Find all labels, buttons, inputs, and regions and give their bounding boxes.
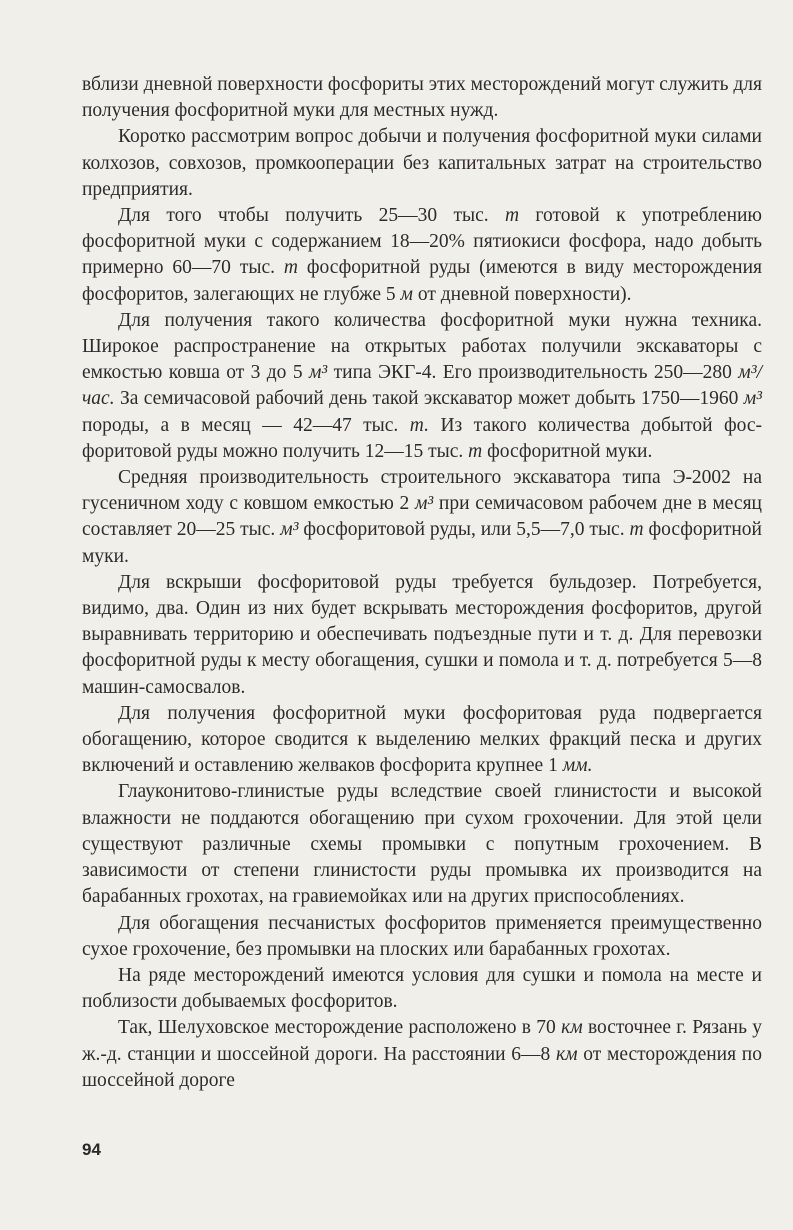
text-run: при семичасовом рабочем дне в месяц составляет 20—25 тыс.: [82, 493, 762, 541]
unit-text: км: [556, 1043, 578, 1065]
page-number: 94: [82, 1140, 101, 1159]
text-run: от месторождения по шоссейной дороге: [82, 1043, 762, 1091]
text-run: фосфоритовой руды, или 5,5—7,0 тыс.: [298, 519, 630, 541]
text-run: Для получения фосфоритной муки фосфоритовая руда подвергается обогащению, которое сводится к выделению мелких фракций песка и других включений и оставлению желваков фосфорита крупнее 1: [82, 702, 762, 777]
text-run: За семичасовой рабочий день такой экскаватор может добыть 1750—1960: [114, 388, 744, 410]
text-run: Средняя производительность строительного экскаватора типа Э-2002 на гусеничном ходу с ковшом емкостью 2: [82, 467, 762, 515]
paragraph: [82, 72, 762, 124]
unit-text: км: [561, 1017, 583, 1039]
paragraph: [82, 701, 762, 780]
unit-text: м³: [743, 388, 762, 410]
text-run: готовой к употреблению фосфоритной муки с содержанием 18—20% пятиокиси фосфора, надо добыть примерно 60—70 тыс.: [82, 205, 763, 279]
text-run: типа ЭКГ-4. Его производительность 250—280: [327, 362, 739, 384]
unit-text: м³/час.: [82, 362, 762, 410]
paragraph: [82, 308, 762, 465]
unit-text: м³: [280, 519, 299, 541]
unit-text: мм.: [562, 755, 593, 777]
text-run: Глауконитово-глинистые руды вследствие своей глинистости и высокой влажности не поддаются обогащению при сухом грохочении. Для этой цели существуют различные схемы промывки с попутным грохочением. В зависимости от степени глинистости руды промывка их производится на барабанных грохотах, на гравиемойках или на других приспособлениях.: [82, 781, 762, 908]
body-text: [82, 72, 762, 1094]
text-run: На ряде месторождений имеются условия для сушки и помола на месте и поблизости добываемых фосфоритов.: [82, 964, 762, 1013]
text-run: восточнее г. Рязань у ж.-д. станции и шоссейной дороги. На расстоянии 6—8: [82, 1017, 763, 1065]
text-run: от дневной поверхности).: [412, 283, 632, 305]
unit-text: м: [400, 283, 413, 305]
text-run: Для того чтобы получить 25—30 тыс.: [118, 205, 505, 227]
unit-text: т: [468, 440, 483, 462]
paragraph: [82, 124, 762, 203]
text-run: вблизи дневной поверхности фосфориты этих месторождений могут служить для получения фосфоритной муки для местных нужд.: [82, 74, 762, 122]
text-run: фосфоритной муки.: [82, 519, 762, 567]
text-run: фосфоритной муки.: [482, 440, 653, 462]
unit-text: т: [629, 519, 644, 541]
text-run: Для вскрыши фосфоритовой руды требуется бульдозер. Потребуется, видимо, два. Один из них будет вскрывать месторождения фосфоритов, другой выравнивать территорию и обеспечивать подъездные пути и т. д. Для перевозки фосфоритной руды к месту обогащения, сушки и помола и т. д. потребуется 5—8 машин-самосвалов.: [82, 571, 762, 698]
text-run: породы, а в месяц — 42—47 тыс.: [82, 414, 410, 436]
text-run: Так, Шелуховское месторождение расположено в 70: [118, 1017, 562, 1039]
paragraph: [82, 203, 762, 308]
paragraph: [82, 465, 762, 570]
text-run: Для получения такого количества фосфоритной муки нужна техника. Широкое распространение на открытых работах получили экскаваторы с емкостью ковша от 3 до 5: [82, 309, 762, 384]
paragraph: [82, 779, 762, 910]
paragraph: [82, 911, 762, 963]
unit-text: м³: [308, 362, 328, 384]
unit-text: т: [283, 257, 298, 279]
unit-text: т.: [409, 414, 429, 436]
paragraph: [82, 570, 762, 701]
text-run: Коротко рассмотрим вопрос добычи и получения фосфоритной муки силами колхозов, совхозов, промкооперации без капитальных затрат на строительство предприятия.: [82, 126, 762, 200]
paragraph: [82, 1015, 762, 1094]
text-run: Для обогащения песчанистых фосфоритов применяется преимущественно сухое грохочение, без промывки на плоских или барабанных грохотах.: [82, 912, 762, 960]
paragraph: [82, 963, 762, 1015]
text-run: фосфоритной руды (имеются в виду месторождения фосфоритов, залегающих не глубже 5: [82, 257, 762, 305]
unit-text: т: [504, 205, 520, 227]
unit-text: м³: [414, 493, 434, 515]
text-run: Из такого количества добытой фосфоритовой руды можно получить 12—15 тыс.: [82, 414, 763, 462]
